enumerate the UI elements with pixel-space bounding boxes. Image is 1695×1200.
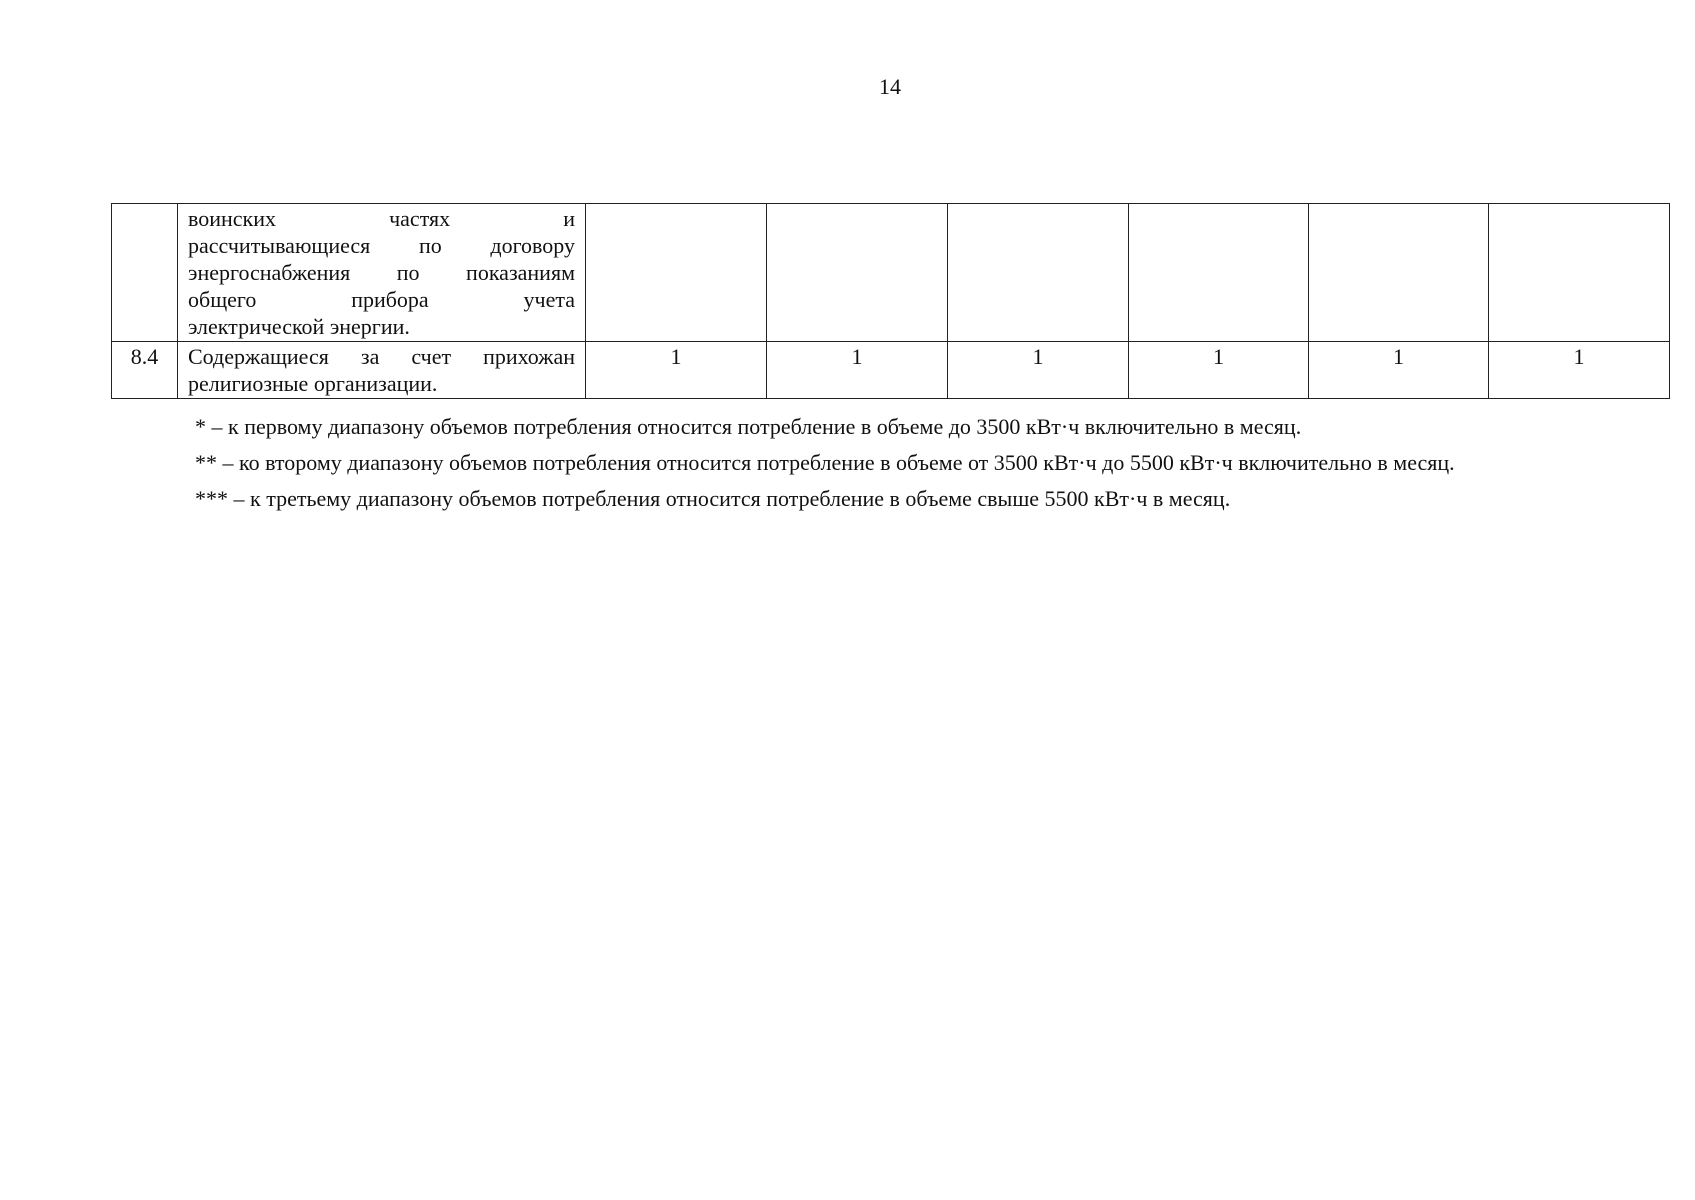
tariff-table: [111, 203, 1669, 399]
page-number: 14: [879, 74, 901, 99]
footnote-second-range: ** – ко второму диапазону объемов потребления относится потребление в объеме от 3500 кВт·ч до 5500 кВт·ч включительно в месяц.: [195, 450, 1455, 475]
value-cell: [948, 204, 1129, 342]
description-line: энергоснабжения по показаниям: [188, 260, 575, 285]
description-line: общего прибора учета: [188, 287, 575, 312]
value-cell: [1309, 204, 1489, 342]
value-cell: 1: [1309, 342, 1489, 399]
value-cell: [767, 204, 948, 342]
value-cell: 1: [767, 342, 948, 399]
value-cell: 1: [948, 342, 1129, 399]
footnote-first-range: * – к первому диапазону объемов потребления относится потребление в объеме до 3500 кВт·ч включительно в месяц.: [195, 414, 1302, 439]
row-description: [178, 342, 586, 399]
value-cell: 1: [1129, 342, 1309, 399]
description-line: религиозные организации.: [188, 371, 438, 396]
tariff-table-grid: [111, 203, 1670, 399]
description-line: электрической энергии.: [188, 314, 410, 339]
footnotes: [195, 409, 1455, 517]
table-row: [112, 342, 1670, 399]
value-cell: [1489, 204, 1670, 342]
description-line: Содержащиеся за счет прихожан: [188, 344, 575, 369]
value-cell: 1: [1489, 342, 1670, 399]
value-cell: [586, 204, 767, 342]
row-description: [178, 204, 586, 342]
description-line: рассчитывающиеся по договору: [188, 233, 575, 258]
value-cell: 1: [586, 342, 767, 399]
description-line: воинских частях и: [188, 206, 575, 231]
row-number: 8.4: [112, 342, 178, 399]
value-cell: [1129, 204, 1309, 342]
footnote-third-range: *** – к третьему диапазону объемов потребления относится потребление в объеме свыше 5500 кВт·ч в месяц.: [195, 486, 1231, 511]
row-number: [112, 204, 178, 342]
table-row: [112, 204, 1670, 342]
